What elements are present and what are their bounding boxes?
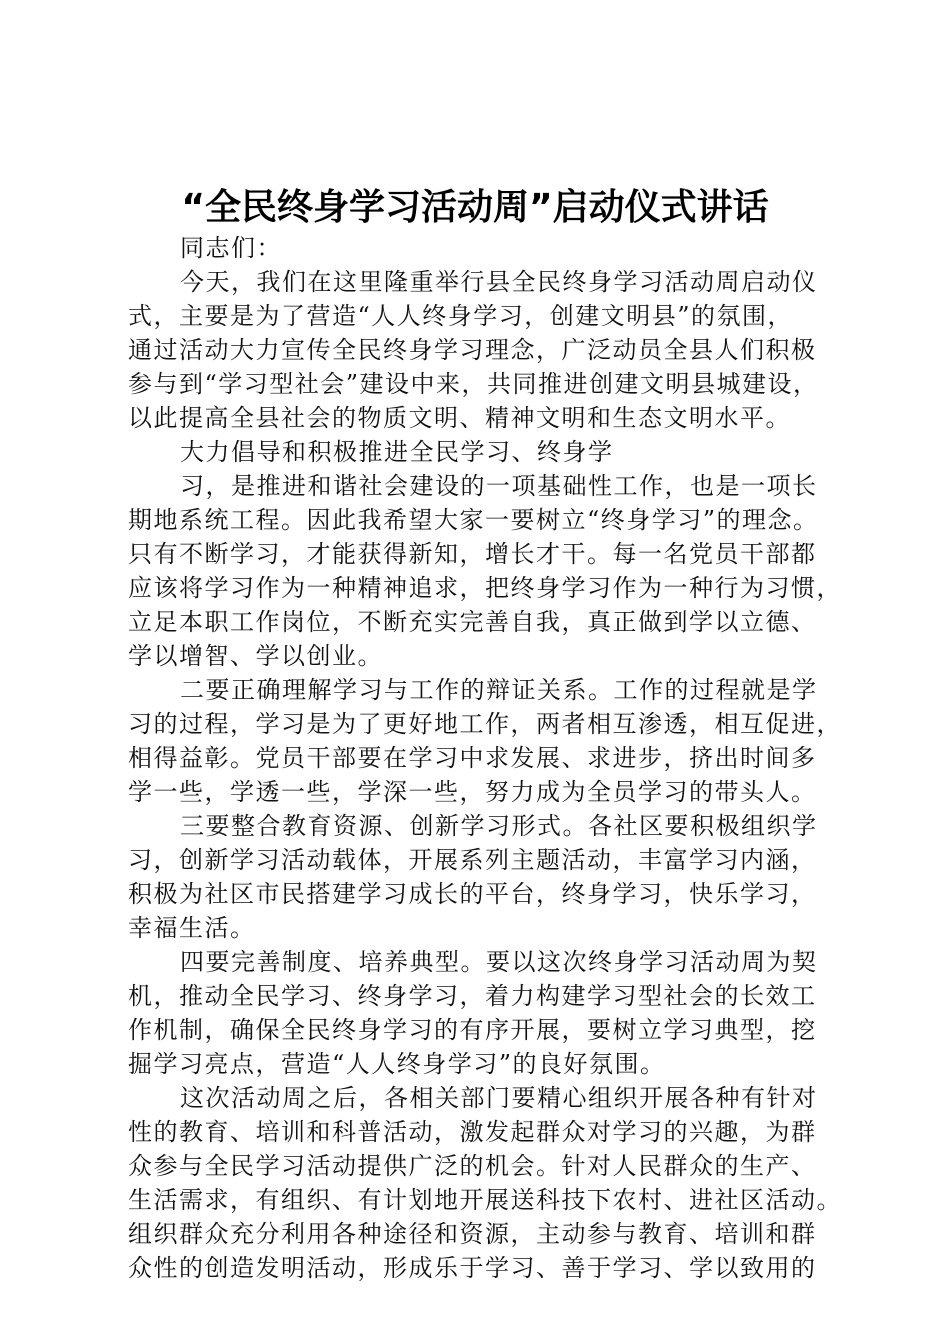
text-line: 式，主要是为了营造“人人终身学习，创建文明县”的氛围， [128,302,794,330]
text-line: 习，创新学习活动载体，开展系列主题活动，丰富学习内涵， [128,846,817,874]
text-line: 应该将学习作为一种精神追求，把终身学习作为一种行为习惯， [128,574,842,602]
text-line: 期地系统工程。因此我希望大家一要树立“终身学习”的理念。 [128,506,819,534]
text-line: 参与到“学习型社会”建设中来，共同推进创建文明县城建设， [128,370,819,398]
text-line: 这次活动周之后，各相关部门要精心组织开展各种有针对 [180,1084,818,1112]
text-line: 通过活动大力宣传全民终身学习理念，广泛动员全县人们积极 [128,336,817,364]
text-line: 二要正确理解学习与工作的辩证关系。工作的过程就是学 [180,676,818,704]
text-line: 作机制，确保全民终身学习的有序开展，要树立学习典型，挖 [128,1016,817,1044]
text-line: 生活需求，有组织、有计划地开展送科技下农村、进社区活动。 [128,1186,842,1214]
text-line: 立足本职工作岗位，不断充实完善自我，真正做到学以立德、 [128,608,817,636]
text-line: 组织群众充分利用各种途径和资源，主动参与教育、培训和群 [128,1220,817,1248]
text-line: 三要整合教育资源、创新学习形式。各社区要积极组织学 [180,812,818,840]
text-line: 今天，我们在这里隆重举行县全民终身学习活动周启动仪 [180,268,818,296]
text-line: 相得益彰。党员干部要在学习中求发展、求进步，挤出时间多 [128,744,817,772]
text-line: 只有不断学习，才能获得新知，增长才干。每一名党员干部都 [128,540,817,568]
text-line: 众性的创造发明活动，形成乐于学习、善于学习、学以致用的 [128,1254,817,1282]
body-lines [128,265,840,1285]
text-line: 以此提高全县社会的物质文明、精神文明和生态文明水平。 [128,404,791,432]
text-line: 习，是推进和谐社会建设的一项基础性工作，也是一项长 [180,472,818,500]
text-line: 学一些，学透一些，学深一些，努力成为全员学习的带头人。 [128,778,817,806]
text-line: 积极为社区市民搭建学习成长的平台，终身学习，快乐学习， [128,880,817,908]
document-body [128,231,840,1285]
text-line: 性的教育、培训和科普活动，激发起群众对学习的兴趣，为群 [128,1118,817,1146]
text-line: 四要完善制度、培养典型。要以这次终身学习活动周为契 [180,948,818,976]
text-line: 幸福生活。 [128,914,256,942]
text-line: 掘学习亮点，营造“人人终身学习”的良好氛围。 [128,1050,666,1078]
document-title: “全民终身学习活动周”启动仪式讲话 [181,187,769,228]
salutation: 同志们： [180,234,282,262]
text-line: 众参与全民学习活动提供广泛的机会。针对人民群众的生产、 [128,1152,817,1180]
text-line: 大力倡导和积极推进全民学习、终身学 [180,438,614,466]
text-line: 机，推动全民学习、终身学习，着力构建学习型社会的长效工 [128,982,817,1010]
text-line: 习的过程，学习是为了更好地工作，两者相互渗透，相互促进， [128,710,842,738]
text-line: 学以增智、学以创业。 [128,642,383,670]
